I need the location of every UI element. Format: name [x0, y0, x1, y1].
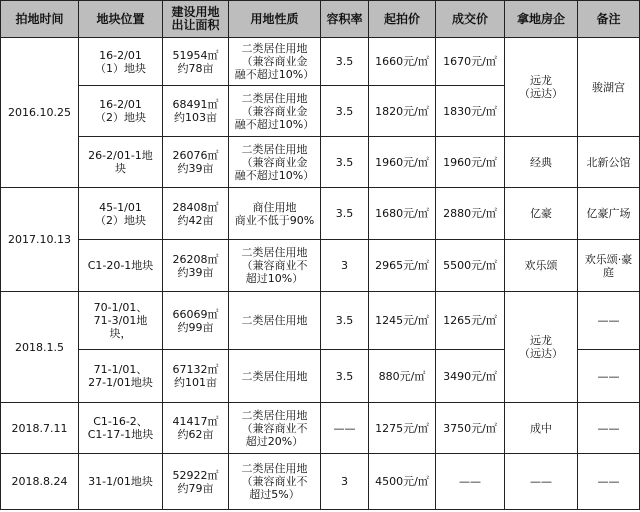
- plot-cell: 16-2/01 （2）地块: [79, 86, 163, 137]
- far-cell: 3.5: [321, 86, 369, 137]
- far-cell: 3.5: [321, 292, 369, 350]
- start-price-cell: 4500元/㎡: [369, 454, 436, 510]
- far-cell: 3: [321, 240, 369, 292]
- nature-cell: 二类居住用地 （兼容商业金 融不超过10%）: [229, 38, 321, 86]
- plot-cell: 31-1/01地块: [79, 454, 163, 510]
- start-price-cell: 880元/㎡: [369, 350, 436, 403]
- deal-price-cell: 1670元/㎡: [436, 38, 505, 86]
- note-cell: ——: [578, 292, 640, 350]
- deal-price-cell: 3750元/㎡: [436, 403, 505, 454]
- date-cell: 2018.7.11: [1, 403, 79, 454]
- area-cell: 52922㎡ 约79亩: [163, 454, 229, 510]
- header-far: 容积率: [321, 1, 369, 38]
- nature-cell: 二类居住用地 （兼容商业不 超过10%）: [229, 240, 321, 292]
- note-cell: 骏湖宫: [578, 38, 640, 137]
- plot-cell: 16-2/01 （1）地块: [79, 38, 163, 86]
- plot-cell: 70-1/01、 71-3/01地 块，: [79, 292, 163, 350]
- start-price-cell: 1820元/㎡: [369, 86, 436, 137]
- plot-cell: C1-20-1地块: [79, 240, 163, 292]
- buyer-cell: 经典: [505, 137, 578, 188]
- far-cell: ——: [321, 403, 369, 454]
- header-area: 建设用地 出让面积: [163, 1, 229, 38]
- note-cell: 亿豪广场: [578, 188, 640, 240]
- nature-cell: 二类居住用地 （兼容商业金 融不超过10%）: [229, 137, 321, 188]
- header-row: [1, 1, 640, 38]
- header-buyer: 拿地房企: [505, 1, 578, 38]
- buyer-cell: 远龙 （远达）: [505, 292, 578, 403]
- header-nature: 用地性质: [229, 1, 321, 38]
- nature-cell: 商住用地 商业不低于90%: [229, 188, 321, 240]
- date-cell: 2018.1.5: [1, 292, 79, 403]
- nature-cell: 二类居住用地 （兼容商业金 融不超过10%）: [229, 86, 321, 137]
- deal-price-cell: 2880元/㎡: [436, 188, 505, 240]
- start-price-cell: 1960元/㎡: [369, 137, 436, 188]
- buyer-cell: 远龙 （远达）: [505, 38, 578, 137]
- date-cell: 2018.8.24: [1, 454, 79, 510]
- far-cell: 3.5: [321, 137, 369, 188]
- far-cell: 3.5: [321, 38, 369, 86]
- area-cell: 26208㎡ 约39亩: [163, 240, 229, 292]
- start-price-cell: 2965元/㎡: [369, 240, 436, 292]
- deal-price-cell: 5500元/㎡: [436, 240, 505, 292]
- header-plot: 地块位置: [79, 1, 163, 38]
- nature-cell: 二类居住用地 （兼容商业不 超过5%）: [229, 454, 321, 510]
- nature-cell: 二类居住用地 （兼容商业不 超过20%）: [229, 403, 321, 454]
- buyer-cell: 欢乐颂: [505, 240, 578, 292]
- area-cell: 66069㎡ 约99亩: [163, 292, 229, 350]
- far-cell: 3: [321, 454, 369, 510]
- area-cell: 26076㎡ 约39亩: [163, 137, 229, 188]
- deal-price-cell: 3490元/㎡: [436, 350, 505, 403]
- deal-price-cell: 1960元/㎡: [436, 137, 505, 188]
- buyer-cell: ——: [505, 454, 578, 510]
- start-price-cell: 1245元/㎡: [369, 292, 436, 350]
- header-date: 拍地时间: [1, 1, 79, 38]
- area-cell: 41417㎡ 约62亩: [163, 403, 229, 454]
- buyer-cell: 成中: [505, 403, 578, 454]
- table-row: [1, 188, 640, 240]
- nature-cell: 二类居住用地: [229, 350, 321, 403]
- table-row: [1, 240, 640, 292]
- buyer-cell: 亿豪: [505, 188, 578, 240]
- far-cell: 3.5: [321, 350, 369, 403]
- table-row: [1, 137, 640, 188]
- header-start-price: 起拍价: [369, 1, 436, 38]
- table-row: [1, 292, 640, 350]
- area-cell: 68491㎡ 约103亩: [163, 86, 229, 137]
- note-cell: 欢乐颂·豪 庭: [578, 240, 640, 292]
- area-cell: 28408㎡ 约42亩: [163, 188, 229, 240]
- date-cell: 2016.10.25: [1, 38, 79, 188]
- note-cell: 北新公馆: [578, 137, 640, 188]
- note-cell: ——: [578, 350, 640, 403]
- table-row: [1, 454, 640, 510]
- note-cell: ——: [578, 454, 640, 510]
- plot-cell: C1-16-2、 C1-17-1地块: [79, 403, 163, 454]
- deal-price-cell: 1265元/㎡: [436, 292, 505, 350]
- deal-price-cell: ——: [436, 454, 505, 510]
- table-row: [1, 38, 640, 86]
- header-deal-price: 成交价: [436, 1, 505, 38]
- nature-cell: 二类居住用地: [229, 292, 321, 350]
- date-cell: 2017.10.13: [1, 188, 79, 292]
- area-cell: 51954㎡ 约78亩: [163, 38, 229, 86]
- start-price-cell: 1275元/㎡: [369, 403, 436, 454]
- start-price-cell: 1660元/㎡: [369, 38, 436, 86]
- area-cell: 67132㎡ 约101亩: [163, 350, 229, 403]
- deal-price-cell: 1830元/㎡: [436, 86, 505, 137]
- start-price-cell: 1680元/㎡: [369, 188, 436, 240]
- plot-cell: 45-1/01 （2）地块: [79, 188, 163, 240]
- note-cell: ——: [578, 403, 640, 454]
- far-cell: 3.5: [321, 188, 369, 240]
- plot-cell: 26-2/01-1地 块: [79, 137, 163, 188]
- table-row: [1, 403, 640, 454]
- plot-cell: 71-1/01、 27-1/01地块: [79, 350, 163, 403]
- header-note: 备注: [578, 1, 640, 38]
